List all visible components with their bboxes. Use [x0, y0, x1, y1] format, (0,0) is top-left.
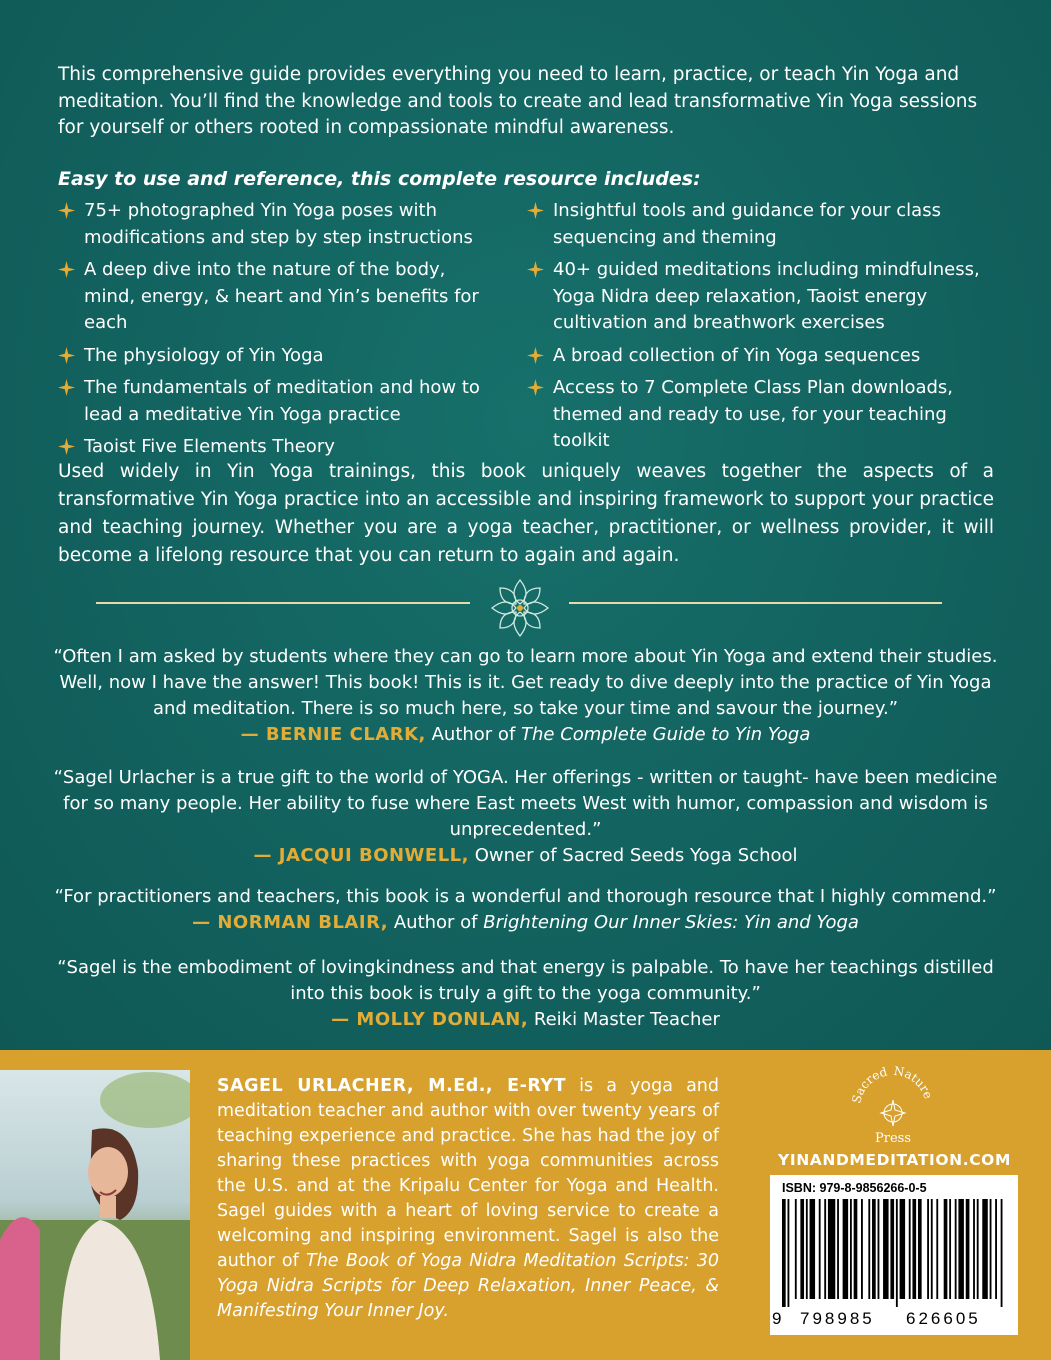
barcode-bar — [896, 1199, 898, 1307]
barcode-bar — [878, 1199, 880, 1299]
barcode-bar — [788, 1199, 790, 1307]
quote-author-role: Reiki Master Teacher — [533, 1009, 720, 1030]
barcode-bar — [900, 1199, 906, 1299]
author-bio-text: is a yoga and meditation teacher and author with over twenty years of teaching experience and practice. She has had the joy of sharing these practices with yoga communities across the U.S. and at the Kripalu Center for Yoga and Health. Sagel guides with a heart of loving service to create a welcoming and inspiring environment. Sagel is also the author of — [217, 1076, 719, 1271]
barcode-bar — [949, 1199, 951, 1299]
barcode-bar — [982, 1199, 988, 1299]
list-item: 40+ guided meditations including mindfulness, Yoga Nidra deep relaxation, Taoist energy cultivation and breathwork exercises — [527, 257, 997, 337]
testimonial — [50, 765, 1001, 869]
includes-heading: Easy to use and reference, this complete resource includes: — [58, 168, 701, 190]
sparkle-star-icon — [58, 438, 75, 455]
barcode-bar — [1001, 1199, 1003, 1307]
barcode-bar — [931, 1199, 933, 1299]
isbn-text: ISBN: 979-8-9856266-0-5 — [782, 1181, 927, 1195]
quote-author: — JACQUI BONWELL, — [253, 845, 469, 866]
testimonial — [50, 955, 1001, 1033]
barcode-bars — [782, 1199, 1008, 1307]
quote-attribution — [50, 722, 1001, 748]
barcode-bar — [944, 1199, 948, 1299]
barcode-digits-left: 798985 — [800, 1309, 875, 1328]
sparkle-star-icon — [527, 202, 544, 219]
usage-paragraph: Used widely in Yin Yoga trainings, this book uniquely weaves together the aspects of a transformative Yin Yoga practice into an accessible and inspiring framework to support your practice and teaching journey. Whether you are a yoga teacher, practitioner, or wellness provider, it will become a lifelong resource that you can return to again and again. — [58, 461, 994, 566]
quote-book-title: Brightening Our Inner Skies: Yin and Yoga — [483, 912, 859, 933]
quote-text: “Sagel Urlacher is a true gift to the world of YOGA. Her offerings - written or taught- have been medicine for so many people. Her ability to fuse where East meets West with humor, compassion and wisdom is unprecedented.” — [53, 767, 998, 840]
list-item: 75+ photographed Yin Yoga poses with modifications and step by step instructions — [58, 198, 498, 251]
quote-attribution — [50, 910, 1001, 936]
quote-text: “For practitioners and teachers, this book is a wonderful and thorough resource that I highly commend.” — [54, 886, 997, 907]
barcode-bar — [843, 1199, 849, 1299]
barcode-digits-right: 626605 — [906, 1309, 981, 1328]
barcode-bar — [973, 1199, 975, 1299]
barcode-bar — [854, 1199, 858, 1299]
publisher-name-line2: Nature — [892, 1063, 936, 1101]
barcode-bar — [883, 1199, 889, 1299]
sparkle-star-icon — [527, 347, 544, 364]
publisher-name-line1: Sacred — [849, 1064, 889, 1105]
quote-text: “Often I am asked by students where they can go to learn more about Yin Yoga and extend their studies. Well, now I have the answer! This book! This is it. Get ready to dive deeply into the practice of Yin Yoga and meditation. There is so much here, so take your time and savour the journey.” — [53, 646, 998, 719]
barcode-bar — [795, 1199, 797, 1299]
sparkle-star-icon — [58, 202, 75, 219]
barcode-bar — [850, 1199, 852, 1299]
svg-text:Sacred — [849, 1064, 889, 1104]
list-item: Taoist Five Elements Theory — [58, 434, 498, 461]
sparkle-star-icon — [527, 379, 544, 396]
barcode-bar — [872, 1199, 876, 1299]
barcode-bar — [958, 1199, 964, 1299]
barcode-bar — [782, 1199, 786, 1307]
sparkle-star-icon — [58, 347, 75, 364]
barcode-bar — [936, 1199, 938, 1299]
list-item: A deep dive into the nature of the body, mind, energy, & heart and Yin’s benefits for each — [58, 257, 498, 337]
isbn-barcode — [770, 1175, 1018, 1335]
barcode-bar — [828, 1199, 835, 1299]
barcode-bar — [837, 1199, 839, 1299]
barcode-bar — [824, 1199, 826, 1299]
barcode-bar — [990, 1199, 992, 1299]
barcode-bar — [868, 1199, 870, 1299]
barcode-bar — [927, 1199, 929, 1299]
barcode-bar — [977, 1199, 979, 1299]
list-item: Access to 7 Complete Class Plan downloads, themed and ready to use, for your teaching toolkit — [527, 375, 997, 455]
author-photo — [0, 1070, 190, 1360]
quote-author-role: Author of — [431, 724, 522, 745]
author-bio — [217, 1074, 719, 1324]
sparkle-star-icon — [58, 261, 75, 278]
sparkle-star-icon — [527, 261, 544, 278]
quote-attribution — [50, 843, 1001, 869]
divider-line-left — [96, 602, 470, 604]
bullet-list-right — [527, 198, 997, 461]
barcode-bar — [819, 1199, 821, 1299]
website-url: YINANDMEDITATION.COM — [778, 1151, 1011, 1169]
barcode-bar — [890, 1199, 894, 1299]
barcode-bar — [995, 1199, 997, 1299]
list-item: The fundamentals of meditation and how to lead a meditative Yin Yoga practice — [58, 375, 498, 428]
list-item: The physiology of Yin Yoga — [58, 343, 498, 370]
barcode-digit-prefix: 9 — [772, 1309, 782, 1328]
author-other-book: The Book of Yoga Nidra Meditation Scripts: 30 Yoga Nidra Scripts for Deep Relaxation, Inner Peace, & Manifesting Your Inner Joy. — [217, 1251, 719, 1321]
lotus-mandala-icon — [488, 576, 552, 640]
testimonial — [50, 644, 1001, 748]
list-item: A broad collection of Yin Yoga sequences — [527, 343, 997, 370]
barcode-bar — [800, 1199, 804, 1299]
quote-author: — MOLLY DONLAN, — [331, 1009, 529, 1030]
barcode-bar — [966, 1199, 970, 1299]
barcode-bar — [955, 1199, 957, 1299]
quote-author: — NORMAN BLAIR, — [192, 912, 389, 933]
sparkle-star-icon — [58, 379, 75, 396]
barcode-bar — [861, 1199, 863, 1299]
barcode-bar — [806, 1199, 808, 1299]
svg-text:Nature — [893, 1064, 936, 1101]
barcode-bar — [912, 1199, 916, 1299]
author-name: SAGEL URLACHER, M.Ed., E-RYT — [217, 1076, 567, 1096]
publisher-name-line3: Press — [875, 1131, 911, 1146]
quote-author: — BERNIE CLARK, — [240, 724, 426, 745]
quote-author-role: Owner of Sacred Seeds Yoga School — [474, 845, 798, 866]
quote-attribution — [50, 1007, 1001, 1033]
barcode-bar — [810, 1199, 816, 1299]
barcode-bar — [909, 1199, 911, 1299]
quote-book-title: The Complete Guide to Yin Yoga — [521, 724, 811, 745]
intro-paragraph: This comprehensive guide provides everything you need to learn, practice, or teach Yin Yoga and meditation. You’ll find the knowledge and tools to create and lead transformative Yin Yoga sessions for yourself or others rooted in compassionate mindful awareness. — [58, 64, 978, 138]
barcode-bar — [918, 1199, 922, 1299]
divider-line-right — [569, 602, 942, 604]
quote-author-role: Author of — [393, 912, 484, 933]
bullet-list-left — [58, 198, 498, 467]
quote-text: “Sagel is the embodiment of lovingkindness and that energy is palpable. To have her teachings distilled into this book is truly a gift to the yoga community.” — [57, 957, 994, 1004]
testimonial — [50, 884, 1001, 936]
list-item: Insightful tools and guidance for your class sequencing and theming — [527, 198, 997, 251]
publisher-logo — [848, 1058, 938, 1148]
